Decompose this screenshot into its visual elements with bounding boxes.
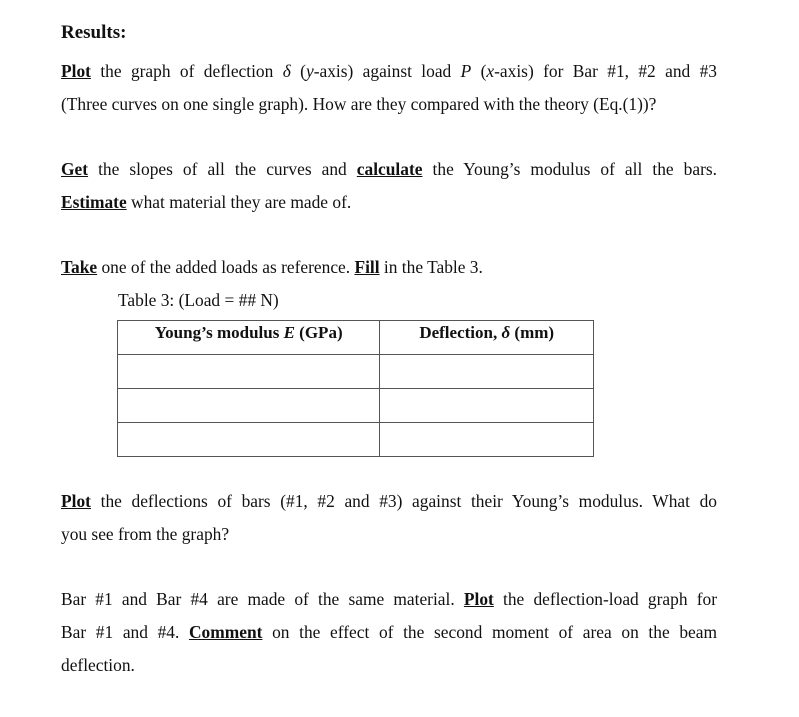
text-run: one of the added loads as reference. xyxy=(97,257,355,277)
text-run: the deflection-load graph for xyxy=(493,589,717,609)
keyword-calculate: calculate xyxy=(356,159,423,179)
paragraph-line xyxy=(61,583,717,616)
paragraph-line xyxy=(61,153,717,186)
paragraph-plot-deflection-load xyxy=(61,55,717,121)
text-run: what material they are made of. xyxy=(126,192,352,212)
paragraph-line xyxy=(61,186,717,219)
paragraph-line xyxy=(61,485,717,518)
text-run: the slopes of all the curves and xyxy=(88,159,357,179)
text-run: Bar #1 and Bar #4 are made of the same material. xyxy=(61,589,464,609)
keyword-plot: Plot xyxy=(463,589,494,609)
results-heading: Results: xyxy=(61,22,127,43)
text-run: the deflections of bars (#1, #2 and #3) against their Young’s modulus. What do xyxy=(90,491,717,511)
y-symbol: y xyxy=(305,61,314,81)
text-run: -axis) for Bar #1, #2 and #3 xyxy=(494,61,717,81)
keyword-comment: Comment xyxy=(189,622,263,642)
table-cell xyxy=(380,355,594,389)
keyword-estimate: Estimate xyxy=(61,192,127,212)
paragraph-line: you see from the graph? xyxy=(61,524,230,544)
table-caption: Table 3: (Load = ## N) xyxy=(118,290,279,310)
text-run: ( xyxy=(290,61,306,81)
text-run: Young’s modulus xyxy=(154,323,284,342)
paragraph-line xyxy=(61,616,717,649)
table-3 xyxy=(117,320,594,457)
paragraph-plot-deflection-modulus xyxy=(61,485,717,551)
paragraph-slopes xyxy=(61,153,717,219)
paragraph-bar1-bar4 xyxy=(61,583,717,682)
column-header-youngs-modulus xyxy=(118,321,380,355)
table-cell xyxy=(380,389,594,423)
keyword-take: Take xyxy=(61,257,98,277)
text-run: Bar #1 and #4. xyxy=(61,622,189,642)
keyword-fill: Fill xyxy=(354,257,380,277)
text-run: on the effect of the second moment of area on the beam xyxy=(262,622,717,642)
text-run: (mm) xyxy=(510,323,555,342)
x-symbol: x xyxy=(486,61,495,81)
text-run: -axis) against load xyxy=(313,61,461,81)
table-row xyxy=(118,389,594,423)
table-header-row xyxy=(118,321,594,355)
paragraph-line xyxy=(61,55,717,88)
delta-symbol: δ xyxy=(501,323,511,342)
table-cell xyxy=(118,355,380,389)
table-row xyxy=(118,355,594,389)
table-cell xyxy=(380,423,594,457)
paragraph-line: deflection. xyxy=(61,655,135,675)
paragraph-take-load xyxy=(61,251,717,284)
table-cell xyxy=(118,423,380,457)
e-symbol: E xyxy=(283,323,295,342)
delta-symbol: δ xyxy=(282,61,291,81)
column-header-deflection xyxy=(380,321,594,355)
text-run: Deflection, xyxy=(419,323,502,342)
keyword-plot: Plot xyxy=(61,61,91,81)
table-cell xyxy=(118,389,380,423)
paragraph-line: (Three curves on one single graph). How are they compared with the theory (Eq.(1))? xyxy=(61,94,657,114)
keyword-get: Get xyxy=(61,159,89,179)
text-run: in the Table 3. xyxy=(379,257,483,277)
text-run: ( xyxy=(471,61,487,81)
text-run: the graph of deflection xyxy=(90,61,283,81)
text-run: the Young’s modulus of all the bars. xyxy=(422,159,717,179)
paragraph-line xyxy=(61,251,717,284)
p-symbol: P xyxy=(460,61,472,81)
keyword-plot: Plot xyxy=(61,491,91,511)
table-row xyxy=(118,423,594,457)
text-run: (GPa) xyxy=(294,323,343,342)
